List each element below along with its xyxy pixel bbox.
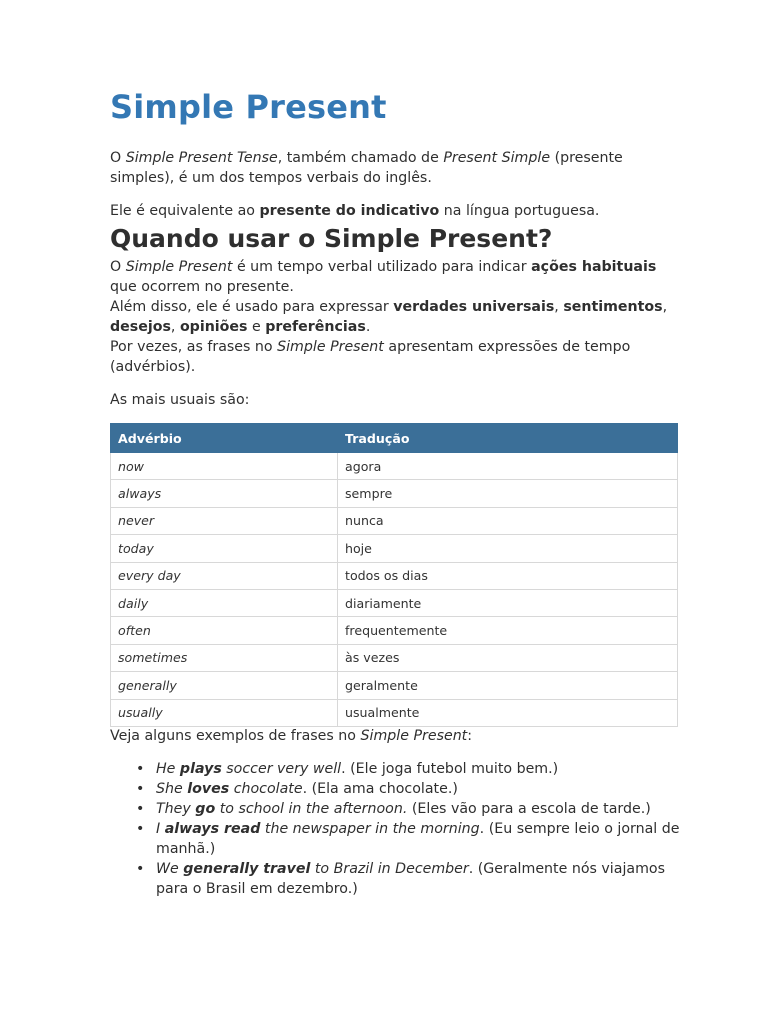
text-run: O — [110, 150, 126, 166]
usage-paragraph — [110, 257, 680, 377]
text-run: , — [554, 299, 564, 315]
list-item — [136, 779, 700, 799]
example-subject: I — [156, 821, 165, 837]
text-run: , — [662, 299, 668, 315]
example-translation: . (Ele joga futebol muito bem.) — [341, 761, 559, 777]
example-translation: . (Geralmente nós viajamos para o Brasil em dezembro.) — [156, 861, 665, 897]
table-row — [111, 617, 678, 644]
bold-term: presente do indicativo — [259, 203, 440, 219]
text-run: : — [467, 728, 473, 744]
bold-term: ações habituais — [531, 259, 657, 275]
translation-cell: hoje — [338, 535, 678, 562]
example-rest: the newspaper in the morning — [260, 821, 480, 837]
intro-paragraph-2 — [110, 201, 680, 221]
table-row — [111, 589, 678, 616]
adverb-cell: always — [111, 480, 338, 507]
text-run: Veja alguns exemplos de frases no — [110, 728, 361, 744]
bullet-icon: • — [136, 761, 145, 777]
text-run: é um tempo verbal utilizado para indicar — [232, 259, 532, 275]
section-heading: Quando usar o Simple Present? — [110, 224, 553, 253]
text-run: . — [365, 319, 371, 335]
examples-intro — [110, 726, 680, 746]
bold-term: desejos — [110, 319, 171, 335]
example-rest: chocolate — [229, 781, 303, 797]
adverb-cell: never — [111, 507, 338, 534]
example-subject: He — [156, 761, 180, 777]
bullet-icon: • — [136, 781, 145, 797]
bold-term: sentimentos — [563, 299, 663, 315]
text-run: Ele é equivalente ao — [110, 203, 260, 219]
example-translation: . (Eu sempre leio o jornal de manhã.) — [156, 821, 680, 857]
example-verb: loves — [187, 781, 230, 797]
list-item — [136, 819, 700, 859]
text-run: O — [110, 259, 126, 275]
bullet-icon: • — [136, 801, 145, 817]
italic-term: Simple Present — [125, 259, 233, 275]
translation-cell: usualmente — [338, 699, 678, 726]
translation-cell: diariamente — [338, 589, 678, 616]
text-run: e — [247, 319, 266, 335]
table-row — [111, 672, 678, 699]
example-rest: to Brazil in December — [310, 861, 469, 877]
translation-cell: todos os dias — [338, 562, 678, 589]
example-subject: They — [156, 801, 196, 817]
text-run: apresentam expressões de tempo (advérbios). — [110, 339, 631, 375]
adverb-cell: generally — [111, 672, 338, 699]
table-row — [111, 535, 678, 562]
example-verb: plays — [179, 761, 222, 777]
text-run: Além disso, ele é usado para expressar — [110, 299, 394, 315]
table-row — [111, 453, 678, 480]
text-run: Por vezes, as frases no — [110, 339, 278, 355]
example-verb: generally travel — [183, 861, 311, 877]
column-header-adverb: Advérbio — [111, 424, 338, 453]
adverb-cell: daily — [111, 589, 338, 616]
text-run: (presente simples), é um dos tempos verbais do inglês. — [110, 150, 623, 186]
adverb-cell: usually — [111, 699, 338, 726]
intro-paragraph-1 — [110, 148, 680, 188]
bold-term: opiniões — [179, 319, 248, 335]
text-run: , — [170, 319, 180, 335]
italic-term: Simple Present Tense — [125, 150, 278, 166]
example-rest: to school in the afternoon. — [215, 801, 408, 817]
italic-term: Simple Present — [360, 728, 468, 744]
bullet-icon: • — [136, 821, 145, 837]
example-rest: soccer very well — [221, 761, 342, 777]
bold-term: verdades universais — [393, 299, 555, 315]
table-header-row — [111, 424, 678, 453]
page-title: Simple Present — [110, 88, 387, 126]
translation-cell: nunca — [338, 507, 678, 534]
most-usual-label: As mais usuais são: — [110, 392, 250, 408]
text-run: na língua portuguesa. — [439, 203, 600, 219]
example-translation: . (Ela ama chocolate.) — [302, 781, 458, 797]
translation-cell: às vezes — [338, 644, 678, 671]
table-row — [111, 507, 678, 534]
adverb-cell: every day — [111, 562, 338, 589]
text-run: , também chamado de — [277, 150, 444, 166]
table-row — [111, 480, 678, 507]
italic-term: Simple Present — [277, 339, 384, 355]
italic-term: Present Simple — [443, 150, 551, 166]
example-translation: (Eles vão para a escola de tarde.) — [407, 801, 651, 817]
table-row — [111, 699, 678, 726]
text-run: que ocorrem no presente. — [110, 279, 294, 295]
table-row — [111, 644, 678, 671]
bold-term: preferências — [265, 319, 366, 335]
adverb-cell: sometimes — [111, 644, 338, 671]
table-row — [111, 562, 678, 589]
translation-cell: sempre — [338, 480, 678, 507]
adverb-cell: now — [111, 453, 338, 480]
adverbs-table — [110, 423, 678, 727]
example-subject: We — [156, 861, 184, 877]
translation-cell: agora — [338, 453, 678, 480]
column-header-translation: Tradução — [338, 424, 678, 453]
example-verb: always read — [164, 821, 261, 837]
bullet-icon: • — [136, 861, 145, 877]
translation-cell: frequentemente — [338, 617, 678, 644]
translation-cell: geralmente — [338, 672, 678, 699]
adverb-cell: today — [111, 535, 338, 562]
example-subject: She — [156, 781, 188, 797]
example-verb: go — [195, 801, 216, 817]
list-item — [136, 759, 700, 779]
list-item — [136, 859, 700, 899]
list-item — [136, 799, 700, 819]
examples-list — [110, 759, 700, 899]
adverb-cell: often — [111, 617, 338, 644]
